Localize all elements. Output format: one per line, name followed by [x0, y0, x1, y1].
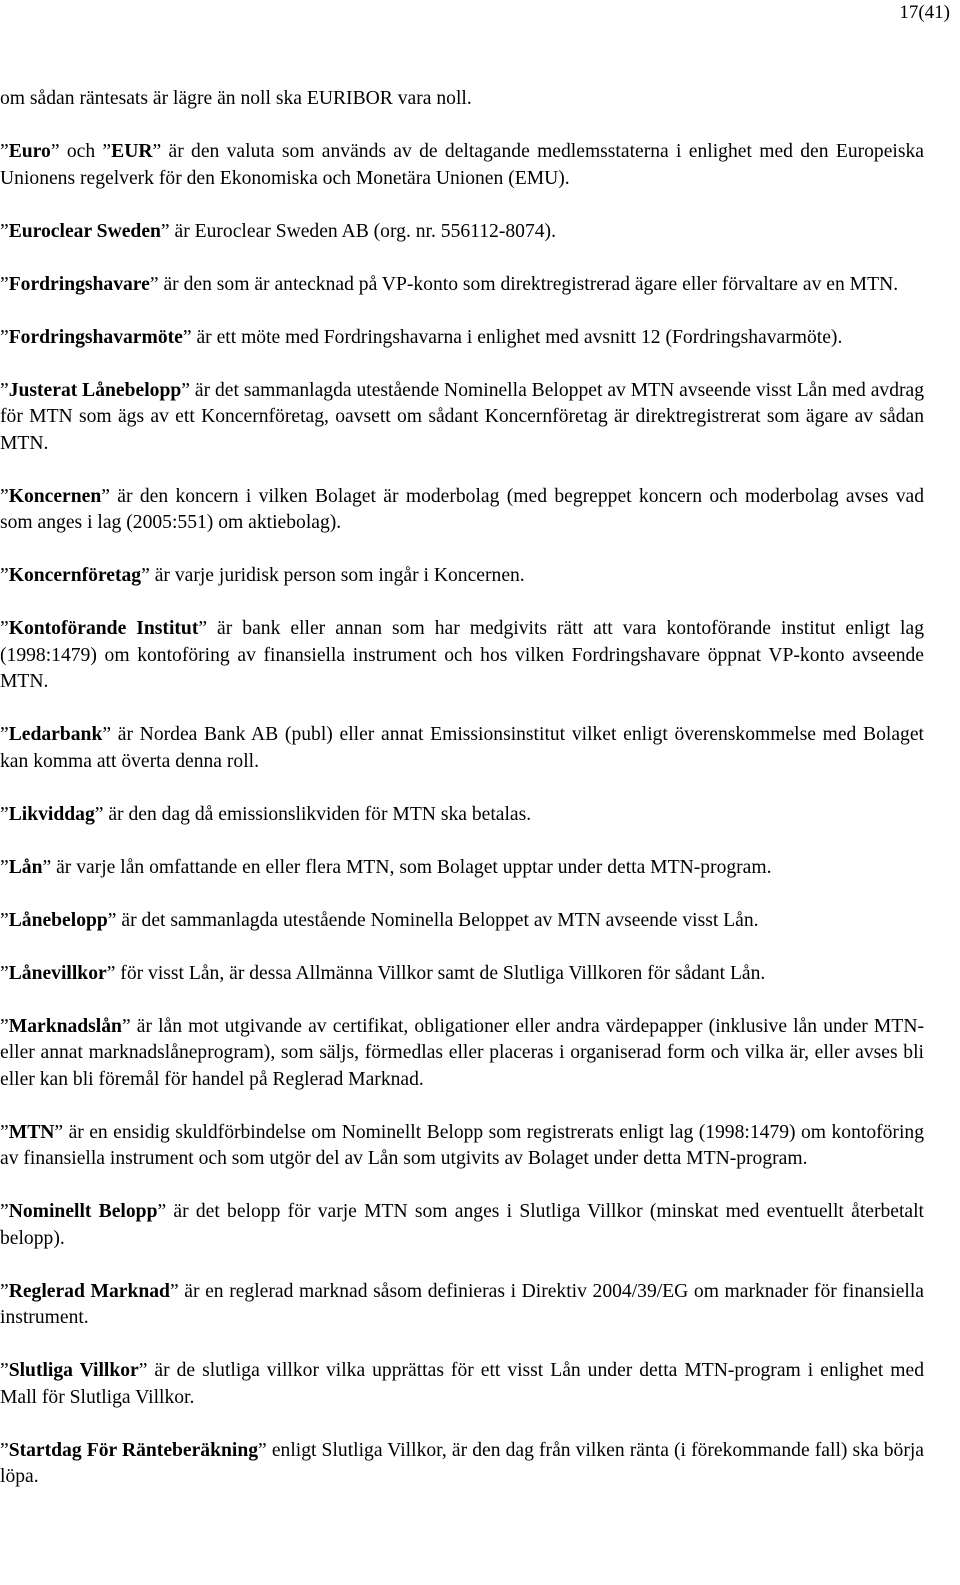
definition-mtn: ”MTN” är en ensidig skuldförbindelse om Nominellt Belopp som registrerats enligt lag (1998:1479) om kontoföring av finansiella instrument och som utgör del av Lån som utgivits av Bolaget under detta MTN-program.: [0, 1121, 924, 1169]
definition-text: är den valuta som används av de deltagande medlemsstaterna i enlighet med den Europeiska Unionens regelverk för den Ekonomiska och Monetära Unionen (EMU).: [0, 141, 924, 189]
definition-lanebelopp: ”Lånebelopp” är det sammanlagda utestående Nominella Beloppet av MTN avseende visst Lån.: [0, 909, 759, 931]
intro-paragraph: om sådan räntesats är lägre än noll ska EURIBOR vara noll.: [0, 88, 472, 109]
definition-text: är Nordea Bank AB (publ) eller annat Emissionsinstitut vilket enligt överenskommelse med Bolaget kan komma att överta denna roll.: [0, 724, 924, 772]
defined-term: Kontoförande Institut: [8, 618, 199, 639]
defined-term: Lånebelopp: [8, 909, 108, 931]
definition-koncernen: ”Koncernen” är den koncern i vilken Bolaget är moderbolag (med begreppet koncern och moderbolag avses vad som anges i lag (2005:551) om aktiebolag).: [0, 485, 924, 533]
definition-text: är den koncern i vilken Bolaget är moderbolag (med begreppet koncern och moderbolag avses vad som anges i lag (2005:551) om aktiebolag).: [0, 485, 924, 533]
close-quote: ”: [50, 141, 60, 162]
defined-term: Euroclear Sweden: [8, 220, 161, 242]
defined-term: Lånevillkor: [8, 962, 107, 984]
defined-term: Startdag För Ränteberäkning: [8, 1439, 259, 1461]
defined-term: Koncernen: [8, 485, 102, 507]
defined-term: Fordringshavare: [8, 273, 150, 295]
definition-text: enligt Slutliga Villkor, är den dag från vilken ränta (i förekommande fall) ska börja löpa.: [0, 1439, 924, 1487]
defined-term: MTN: [8, 1121, 55, 1143]
page-number: 17(41): [899, 2, 950, 23]
defined-term: Likviddag: [8, 803, 95, 825]
defined-term: Nominellt Belopp: [8, 1201, 158, 1222]
definition-nominellt-belopp: ”Nominellt Belopp” är det belopp för varje MTN som anges i Slutliga Villkor (minskat med eventuellt återbetalt belopp).: [0, 1201, 924, 1249]
definition-likviddag: ”Likviddag” är den dag då emissionslikviden för MTN ska betalas.: [0, 803, 532, 825]
defined-term: Slutliga Villkor: [8, 1360, 139, 1381]
defined-term: EUR: [111, 141, 153, 162]
definition-startdag-for-rantebrakning: ”Startdag För Ränteberäkning” enligt Slutliga Villkor, är den dag från vilken ränta (i förekommande fall) ska börja löpa.: [0, 1439, 924, 1487]
definition-text: är de slutliga villkor vilka upprättas för ett visst Lån under detta MTN-program i enlighet med Mall för Slutliga Villkor.: [0, 1360, 924, 1408]
term-connector: och: [59, 141, 103, 162]
defined-term: Fordringshavarmöte: [8, 326, 183, 348]
definition-justerat-lanebelopp: ”Justerat Lånebelopp” är det sammanlagda utestående Nominella Beloppet av MTN avseende visst Lån med avdrag för MTN som ägs av ett Koncernföretag, oavsett om sådant Koncernföretag är direktregistrerat som ägare av sådan MTN.: [0, 379, 925, 454]
definition-lan: ”Lån” är varje lån omfattande en eller flera MTN, som Bolaget upptar under detta MTN-program.: [0, 856, 772, 878]
definition-text: är varje lån omfattande en eller flera MTN, som Bolaget upptar under detta MTN-program.: [51, 856, 772, 878]
definition-marknadslan: ”Marknadslån” är lån mot utgivande av certifikat, obligationer eller andra värdepapper (inklusive lån under MTN- eller annat marknadslåneprogram), som säljs, förmedlas eller placeras i organiserad form och vilka är, eller avses bli eller kan bli föremål för handel på Reglerad Marknad.: [0, 1015, 924, 1090]
definition-text: är den som är antecknad på VP-konto som direktregistrerad ägare eller förvaltare av en MTN.: [158, 273, 899, 295]
definition-text: är den dag då emissionslikviden för MTN ska betalas.: [103, 803, 532, 825]
definition-slutliga-villkor: ”Slutliga Villkor” är de slutliga villkor vilka upprättas för ett visst Lån under detta MTN-program i enlighet med Mall för Slutliga Villkor.: [0, 1360, 924, 1408]
defined-term: Euro: [8, 141, 51, 162]
definition-text: är en ensidig skuldförbindelse om Nominellt Belopp som registrerats enligt lag (1998:1479) om kontoföring av finansiella instrument och som utgör del av Lån som utgivits av Bolaget under detta MTN-program.: [0, 1121, 924, 1169]
definition-euroclear-sweden: ”Euroclear Sweden” är Euroclear Sweden AB (org. nr. 556112-8074).: [0, 220, 556, 242]
definition-lanevillkor: ”Lånevillkor” för visst Lån, är dessa Allmänna Villkor samt de Slutliga Villkoren för sådant Lån.: [0, 962, 766, 984]
definition-euro: ”Euro” och ”EUR” är den valuta som används av de deltagande medlemsstaterna i enlighet med den Europeiska Unionens regelverk för den Ekonomiska och Monetära Unionen (EMU).: [0, 141, 924, 189]
definition-text: är lån mot utgivande av certifikat, obligationer eller andra värdepapper (inklusive lån under MTN- eller annat marknadslåneprogram), som säljs, förmedlas eller placeras i organiserad form och vilka är, eller avses bli eller kan bli föremål för handel på Reglerad Marknad.: [0, 1015, 924, 1090]
definition-kontoforande-institut: ”Kontoförande Institut” är bank eller annan som har medgivits rätt att vara kontoförande institut enligt lag (1998:1479) om kontoföring av finansiella instrument och hos vilken Fordringshavare öppnat VP-konto avseende MTN.: [0, 618, 924, 692]
definition-text: är det sammanlagda utestående Nominella Beloppet av MTN avseende visst Lån med avdrag för MTN som ägs av ett Koncernföretag, oavsett om sådant Koncernföretag är direktregistrerat som ägare av sådan MTN.: [0, 379, 925, 454]
defined-term: Reglerad Marknad: [8, 1280, 170, 1302]
definition-text: är en reglerad marknad såsom definieras i Direktiv 2004/39/EG om marknader för finansiella instrument.: [0, 1280, 924, 1328]
defined-term: Lån: [8, 856, 43, 878]
definition-text: för visst Lån, är dessa Allmänna Villkor samt de Slutliga Villkoren för sådant Lån.: [115, 962, 766, 984]
defined-term: Justerat Lånebelopp: [8, 379, 182, 401]
definition-text: är ett möte med Fordringshavarna i enlighet med avsnitt 12 (Fordringshavarmöte).: [191, 326, 843, 348]
defined-term: Marknadslån: [8, 1015, 122, 1037]
definition-text: är det belopp för varje MTN som anges i Slutliga Villkor (minskat med eventuellt återbetalt belopp).: [0, 1201, 924, 1249]
definition-fordringshavare: ”Fordringshavare” är den som är antecknad på VP-konto som direktregistrerad ägare eller förvaltare av en MTN.: [0, 273, 899, 295]
definition-text: är det sammanlagda utestående Nominella Beloppet av MTN avseende visst Lån.: [116, 909, 759, 931]
defined-term: Ledarbank: [8, 724, 103, 745]
definition-fordringshavarmote: ”Fordringshavarmöte” är ett möte med Fordringshavarna i enlighet med avsnitt 12 (Fordringshavarmöte).: [0, 326, 843, 348]
open-quote: ”: [0, 141, 9, 162]
definition-text: är Euroclear Sweden AB (org. nr. 556112-8074).: [169, 220, 556, 242]
definition-reglerad-marknad: ”Reglerad Marknad” är en reglerad marknad såsom definieras i Direktiv 2004/39/EG om marknader för finansiella instrument.: [0, 1280, 924, 1328]
definition-text: är varje juridisk person som ingår i Koncernen.: [149, 565, 525, 586]
definition-text: är bank eller annan som har medgivits rätt att vara kontoförande institut enligt lag (1998:1479) om kontoföring av finansiella instrument och hos vilken Fordringshavare öppnat VP-konto avseende MTN.: [0, 618, 924, 692]
definition-ledarbank: ”Ledarbank” är Nordea Bank AB (publ) eller annat Emissionsinstitut vilket enligt överenskommelse med Bolaget kan komma att överta denna roll.: [0, 724, 924, 772]
defined-term: Koncernföretag: [8, 565, 142, 586]
document-body: [0, 86, 924, 1517]
definition-koncernforetag: ”Koncernföretag” är varje juridisk person som ingår i Koncernen.: [0, 565, 525, 586]
